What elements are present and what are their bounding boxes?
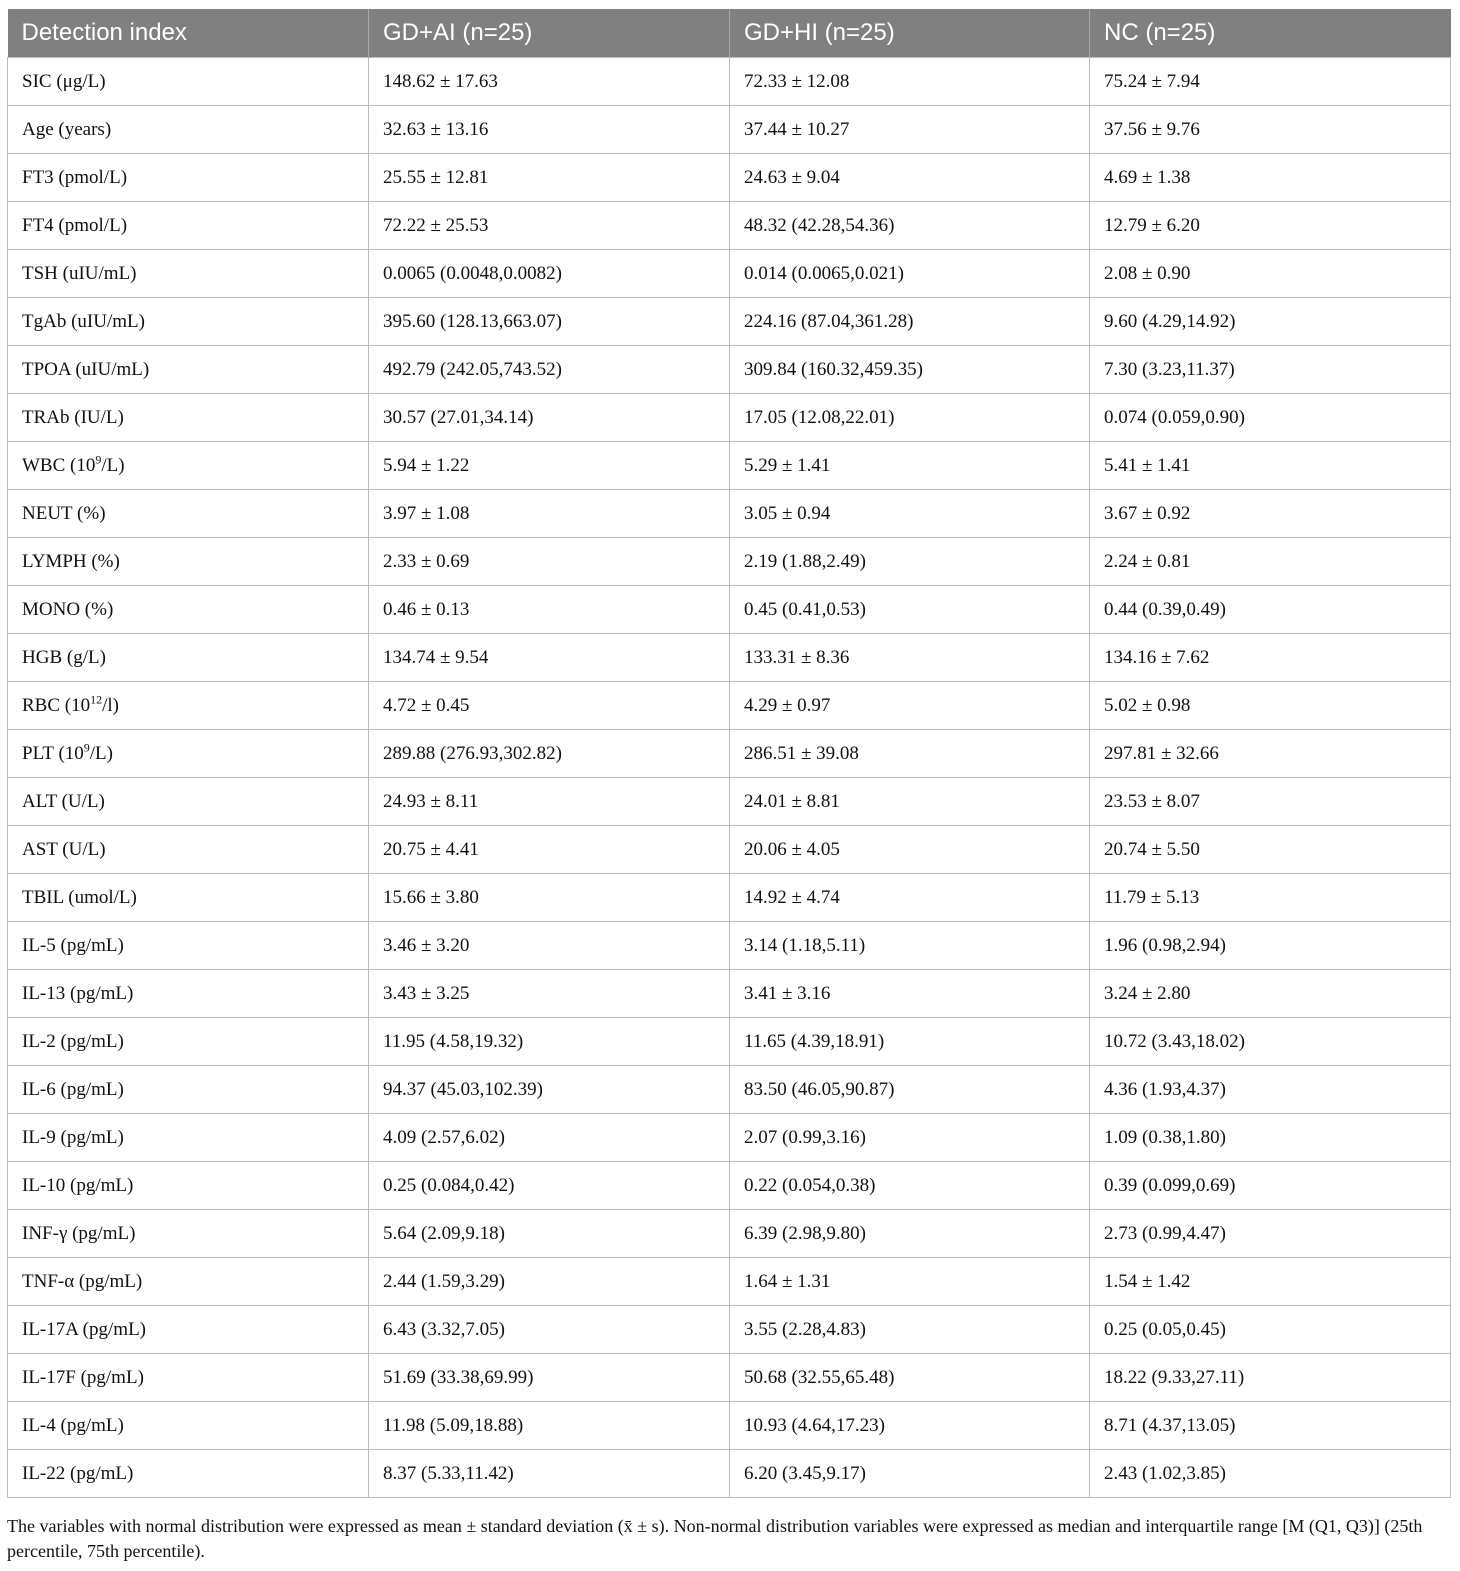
cell-gd-hi: 2.07 (0.99,3.16) bbox=[730, 1114, 1090, 1162]
row-label-suffix: /L) bbox=[89, 742, 113, 764]
row-label: TgAb (uIU/mL) bbox=[8, 298, 369, 346]
row-label-prefix: PLT (10 bbox=[22, 742, 84, 764]
cell-nc: 1.96 (0.98,2.94) bbox=[1090, 922, 1451, 970]
table-row bbox=[8, 922, 1451, 970]
header-row bbox=[8, 9, 1451, 58]
table-body bbox=[8, 58, 1451, 1498]
cell-gd-hi: 0.45 (0.41,0.53) bbox=[730, 586, 1090, 634]
cell-gd-hi: 0.014 (0.0065,0.021) bbox=[730, 250, 1090, 298]
cell-nc: 1.54 ± 1.42 bbox=[1090, 1258, 1451, 1306]
table-row bbox=[8, 1450, 1451, 1498]
cell-gd-ai: 11.98 (5.09,18.88) bbox=[369, 1402, 730, 1450]
cell-gd-ai: 25.55 ± 12.81 bbox=[369, 154, 730, 202]
cell-gd-ai: 4.09 (2.57,6.02) bbox=[369, 1114, 730, 1162]
table-row bbox=[8, 538, 1451, 586]
cell-gd-ai: 94.37 (45.03,102.39) bbox=[369, 1066, 730, 1114]
table-row bbox=[8, 202, 1451, 250]
cell-nc: 37.56 ± 9.76 bbox=[1090, 106, 1451, 154]
cell-gd-hi: 1.64 ± 1.31 bbox=[730, 1258, 1090, 1306]
row-label: TNF-α (pg/mL) bbox=[8, 1258, 369, 1306]
header-gd-ai: GD+AI (n=25) bbox=[369, 9, 730, 58]
table-row bbox=[8, 826, 1451, 874]
cell-gd-hi: 72.33 ± 12.08 bbox=[730, 58, 1090, 106]
cell-gd-ai: 20.75 ± 4.41 bbox=[369, 826, 730, 874]
row-label: FT4 (pmol/L) bbox=[8, 202, 369, 250]
cell-gd-ai: 2.44 (1.59,3.29) bbox=[369, 1258, 730, 1306]
cell-gd-hi: 24.63 ± 9.04 bbox=[730, 154, 1090, 202]
cell-nc: 5.41 ± 1.41 bbox=[1090, 442, 1451, 490]
row-label: IL-9 (pg/mL) bbox=[8, 1114, 369, 1162]
row-label bbox=[8, 682, 369, 730]
table-row bbox=[8, 682, 1451, 730]
row-label: IL-17F (pg/mL) bbox=[8, 1354, 369, 1402]
cell-gd-hi: 48.32 (42.28,54.36) bbox=[730, 202, 1090, 250]
row-label-suffix: /L) bbox=[101, 454, 125, 476]
row-label: SIC (μg/L) bbox=[8, 58, 369, 106]
cell-nc: 12.79 ± 6.20 bbox=[1090, 202, 1451, 250]
row-label: IL-2 (pg/mL) bbox=[8, 1018, 369, 1066]
cell-nc: 3.67 ± 0.92 bbox=[1090, 490, 1451, 538]
cell-gd-hi: 3.14 (1.18,5.11) bbox=[730, 922, 1090, 970]
cell-nc: 2.24 ± 0.81 bbox=[1090, 538, 1451, 586]
table-row bbox=[8, 1306, 1451, 1354]
row-label: IL-5 (pg/mL) bbox=[8, 922, 369, 970]
cell-gd-ai: 3.43 ± 3.25 bbox=[369, 970, 730, 1018]
cell-nc: 8.71 (4.37,13.05) bbox=[1090, 1402, 1451, 1450]
table-row bbox=[8, 1162, 1451, 1210]
cell-gd-hi: 14.92 ± 4.74 bbox=[730, 874, 1090, 922]
table-row bbox=[8, 394, 1451, 442]
cell-gd-hi: 309.84 (160.32,459.35) bbox=[730, 346, 1090, 394]
table-row bbox=[8, 634, 1451, 682]
data-table-container bbox=[7, 9, 1450, 1498]
cell-gd-ai: 30.57 (27.01,34.14) bbox=[369, 394, 730, 442]
table-row bbox=[8, 250, 1451, 298]
cell-gd-hi: 83.50 (46.05,90.87) bbox=[730, 1066, 1090, 1114]
header-gd-hi: GD+HI (n=25) bbox=[730, 9, 1090, 58]
cell-gd-ai: 3.97 ± 1.08 bbox=[369, 490, 730, 538]
detection-index-table bbox=[7, 9, 1451, 1498]
cell-gd-ai: 289.88 (276.93,302.82) bbox=[369, 730, 730, 778]
cell-gd-ai: 395.60 (128.13,663.07) bbox=[369, 298, 730, 346]
row-label: IL-10 (pg/mL) bbox=[8, 1162, 369, 1210]
cell-nc: 1.09 (0.38,1.80) bbox=[1090, 1114, 1451, 1162]
table-row bbox=[8, 586, 1451, 634]
row-label: IL-17A (pg/mL) bbox=[8, 1306, 369, 1354]
cell-gd-hi: 3.41 ± 3.16 bbox=[730, 970, 1090, 1018]
cell-gd-hi: 50.68 (32.55,65.48) bbox=[730, 1354, 1090, 1402]
cell-gd-hi: 224.16 (87.04,361.28) bbox=[730, 298, 1090, 346]
cell-gd-hi: 4.29 ± 0.97 bbox=[730, 682, 1090, 730]
cell-gd-hi: 6.39 (2.98,9.80) bbox=[730, 1210, 1090, 1258]
row-label bbox=[8, 730, 369, 778]
table-row bbox=[8, 154, 1451, 202]
cell-gd-hi: 11.65 (4.39,18.91) bbox=[730, 1018, 1090, 1066]
row-label-prefix: WBC (10 bbox=[22, 454, 96, 476]
cell-gd-ai: 3.46 ± 3.20 bbox=[369, 922, 730, 970]
cell-gd-hi: 24.01 ± 8.81 bbox=[730, 778, 1090, 826]
row-label: IL-4 (pg/mL) bbox=[8, 1402, 369, 1450]
cell-gd-hi: 37.44 ± 10.27 bbox=[730, 106, 1090, 154]
table-row bbox=[8, 1018, 1451, 1066]
row-label: Age (years) bbox=[8, 106, 369, 154]
table-row bbox=[8, 298, 1451, 346]
row-label: LYMPH (%) bbox=[8, 538, 369, 586]
cell-nc: 4.36 (1.93,4.37) bbox=[1090, 1066, 1451, 1114]
table-row bbox=[8, 778, 1451, 826]
cell-nc: 134.16 ± 7.62 bbox=[1090, 634, 1451, 682]
row-label: IL-13 (pg/mL) bbox=[8, 970, 369, 1018]
cell-nc: 10.72 (3.43,18.02) bbox=[1090, 1018, 1451, 1066]
row-label: TRAb (IU/L) bbox=[8, 394, 369, 442]
table-row bbox=[8, 1114, 1451, 1162]
cell-gd-ai: 15.66 ± 3.80 bbox=[369, 874, 730, 922]
cell-nc: 0.39 (0.099,0.69) bbox=[1090, 1162, 1451, 1210]
cell-gd-ai: 492.79 (242.05,743.52) bbox=[369, 346, 730, 394]
cell-gd-hi: 133.31 ± 8.36 bbox=[730, 634, 1090, 682]
cell-nc: 75.24 ± 7.94 bbox=[1090, 58, 1451, 106]
row-label-suffix: /l) bbox=[102, 694, 119, 716]
table-row bbox=[8, 1354, 1451, 1402]
cell-gd-ai: 24.93 ± 8.11 bbox=[369, 778, 730, 826]
table-row bbox=[8, 490, 1451, 538]
cell-gd-hi: 3.05 ± 0.94 bbox=[730, 490, 1090, 538]
row-label: AST (U/L) bbox=[8, 826, 369, 874]
cell-gd-hi: 5.29 ± 1.41 bbox=[730, 442, 1090, 490]
cell-nc: 18.22 (9.33,27.11) bbox=[1090, 1354, 1451, 1402]
cell-nc: 5.02 ± 0.98 bbox=[1090, 682, 1451, 730]
cell-nc: 0.074 (0.059,0.90) bbox=[1090, 394, 1451, 442]
cell-nc: 2.43 (1.02,3.85) bbox=[1090, 1450, 1451, 1498]
table-row bbox=[8, 1210, 1451, 1258]
table-row bbox=[8, 730, 1451, 778]
cell-gd-hi: 20.06 ± 4.05 bbox=[730, 826, 1090, 874]
cell-nc: 297.81 ± 32.66 bbox=[1090, 730, 1451, 778]
table-header bbox=[8, 9, 1451, 58]
row-label-exponent: 9 bbox=[83, 740, 90, 755]
cell-gd-ai: 72.22 ± 25.53 bbox=[369, 202, 730, 250]
cell-gd-hi: 0.22 (0.054,0.38) bbox=[730, 1162, 1090, 1210]
table-row bbox=[8, 1402, 1451, 1450]
row-label: HGB (g/L) bbox=[8, 634, 369, 682]
cell-nc: 2.73 (0.99,4.47) bbox=[1090, 1210, 1451, 1258]
cell-gd-hi: 286.51 ± 39.08 bbox=[730, 730, 1090, 778]
table-row bbox=[8, 1258, 1451, 1306]
cell-nc: 11.79 ± 5.13 bbox=[1090, 874, 1451, 922]
cell-nc: 23.53 ± 8.07 bbox=[1090, 778, 1451, 826]
cell-gd-ai: 0.0065 (0.0048,0.0082) bbox=[369, 250, 730, 298]
row-label-prefix: RBC (10 bbox=[22, 694, 91, 716]
row-label: TPOA (uIU/mL) bbox=[8, 346, 369, 394]
table-row bbox=[8, 58, 1451, 106]
cell-gd-hi: 2.19 (1.88,2.49) bbox=[730, 538, 1090, 586]
cell-gd-ai: 5.94 ± 1.22 bbox=[369, 442, 730, 490]
table-footnote: The variables with normal distribution were expressed as mean ± standard deviation (x̄ ± s). Non-normal distribution variables were expressed as median and interquartile range [M (Q1, Q3)] (25th percentile, 75th percentile). bbox=[7, 1516, 1423, 1561]
row-label: ALT (U/L) bbox=[8, 778, 369, 826]
table-row bbox=[8, 874, 1451, 922]
cell-gd-ai: 134.74 ± 9.54 bbox=[369, 634, 730, 682]
cell-gd-ai: 8.37 (5.33,11.42) bbox=[369, 1450, 730, 1498]
cell-gd-ai: 2.33 ± 0.69 bbox=[369, 538, 730, 586]
cell-nc: 7.30 (3.23,11.37) bbox=[1090, 346, 1451, 394]
header-nc: NC (n=25) bbox=[1090, 9, 1451, 58]
row-label: IL-22 (pg/mL) bbox=[8, 1450, 369, 1498]
row-label: NEUT (%) bbox=[8, 490, 369, 538]
row-label: FT3 (pmol/L) bbox=[8, 154, 369, 202]
table-row bbox=[8, 1066, 1451, 1114]
cell-gd-ai: 0.25 (0.084,0.42) bbox=[369, 1162, 730, 1210]
cell-gd-ai: 6.43 (3.32,7.05) bbox=[369, 1306, 730, 1354]
table-row bbox=[8, 346, 1451, 394]
row-label: TSH (uIU/mL) bbox=[8, 250, 369, 298]
table-row bbox=[8, 970, 1451, 1018]
cell-nc: 4.69 ± 1.38 bbox=[1090, 154, 1451, 202]
cell-gd-hi: 17.05 (12.08,22.01) bbox=[730, 394, 1090, 442]
row-label-exponent: 9 bbox=[95, 452, 102, 467]
row-label-exponent: 12 bbox=[90, 692, 103, 707]
cell-nc: 0.25 (0.05,0.45) bbox=[1090, 1306, 1451, 1354]
row-label: IL-6 (pg/mL) bbox=[8, 1066, 369, 1114]
cell-gd-ai: 148.62 ± 17.63 bbox=[369, 58, 730, 106]
cell-nc: 20.74 ± 5.50 bbox=[1090, 826, 1451, 874]
cell-nc: 9.60 (4.29,14.92) bbox=[1090, 298, 1451, 346]
table-row bbox=[8, 442, 1451, 490]
cell-gd-ai: 4.72 ± 0.45 bbox=[369, 682, 730, 730]
cell-gd-hi: 10.93 (4.64,17.23) bbox=[730, 1402, 1090, 1450]
cell-gd-ai: 11.95 (4.58,19.32) bbox=[369, 1018, 730, 1066]
cell-gd-ai: 51.69 (33.38,69.99) bbox=[369, 1354, 730, 1402]
cell-gd-hi: 3.55 (2.28,4.83) bbox=[730, 1306, 1090, 1354]
cell-nc: 3.24 ± 2.80 bbox=[1090, 970, 1451, 1018]
row-label: TBIL (umol/L) bbox=[8, 874, 369, 922]
row-label: INF-γ (pg/mL) bbox=[8, 1210, 369, 1258]
header-detection-index: Detection index bbox=[8, 9, 369, 58]
cell-nc: 0.44 (0.39,0.49) bbox=[1090, 586, 1451, 634]
row-label: MONO (%) bbox=[8, 586, 369, 634]
cell-gd-ai: 0.46 ± 0.13 bbox=[369, 586, 730, 634]
row-label bbox=[8, 442, 369, 490]
cell-gd-ai: 5.64 (2.09,9.18) bbox=[369, 1210, 730, 1258]
cell-nc: 2.08 ± 0.90 bbox=[1090, 250, 1451, 298]
table-row bbox=[8, 106, 1451, 154]
cell-gd-hi: 6.20 (3.45,9.17) bbox=[730, 1450, 1090, 1498]
cell-gd-ai: 32.63 ± 13.16 bbox=[369, 106, 730, 154]
